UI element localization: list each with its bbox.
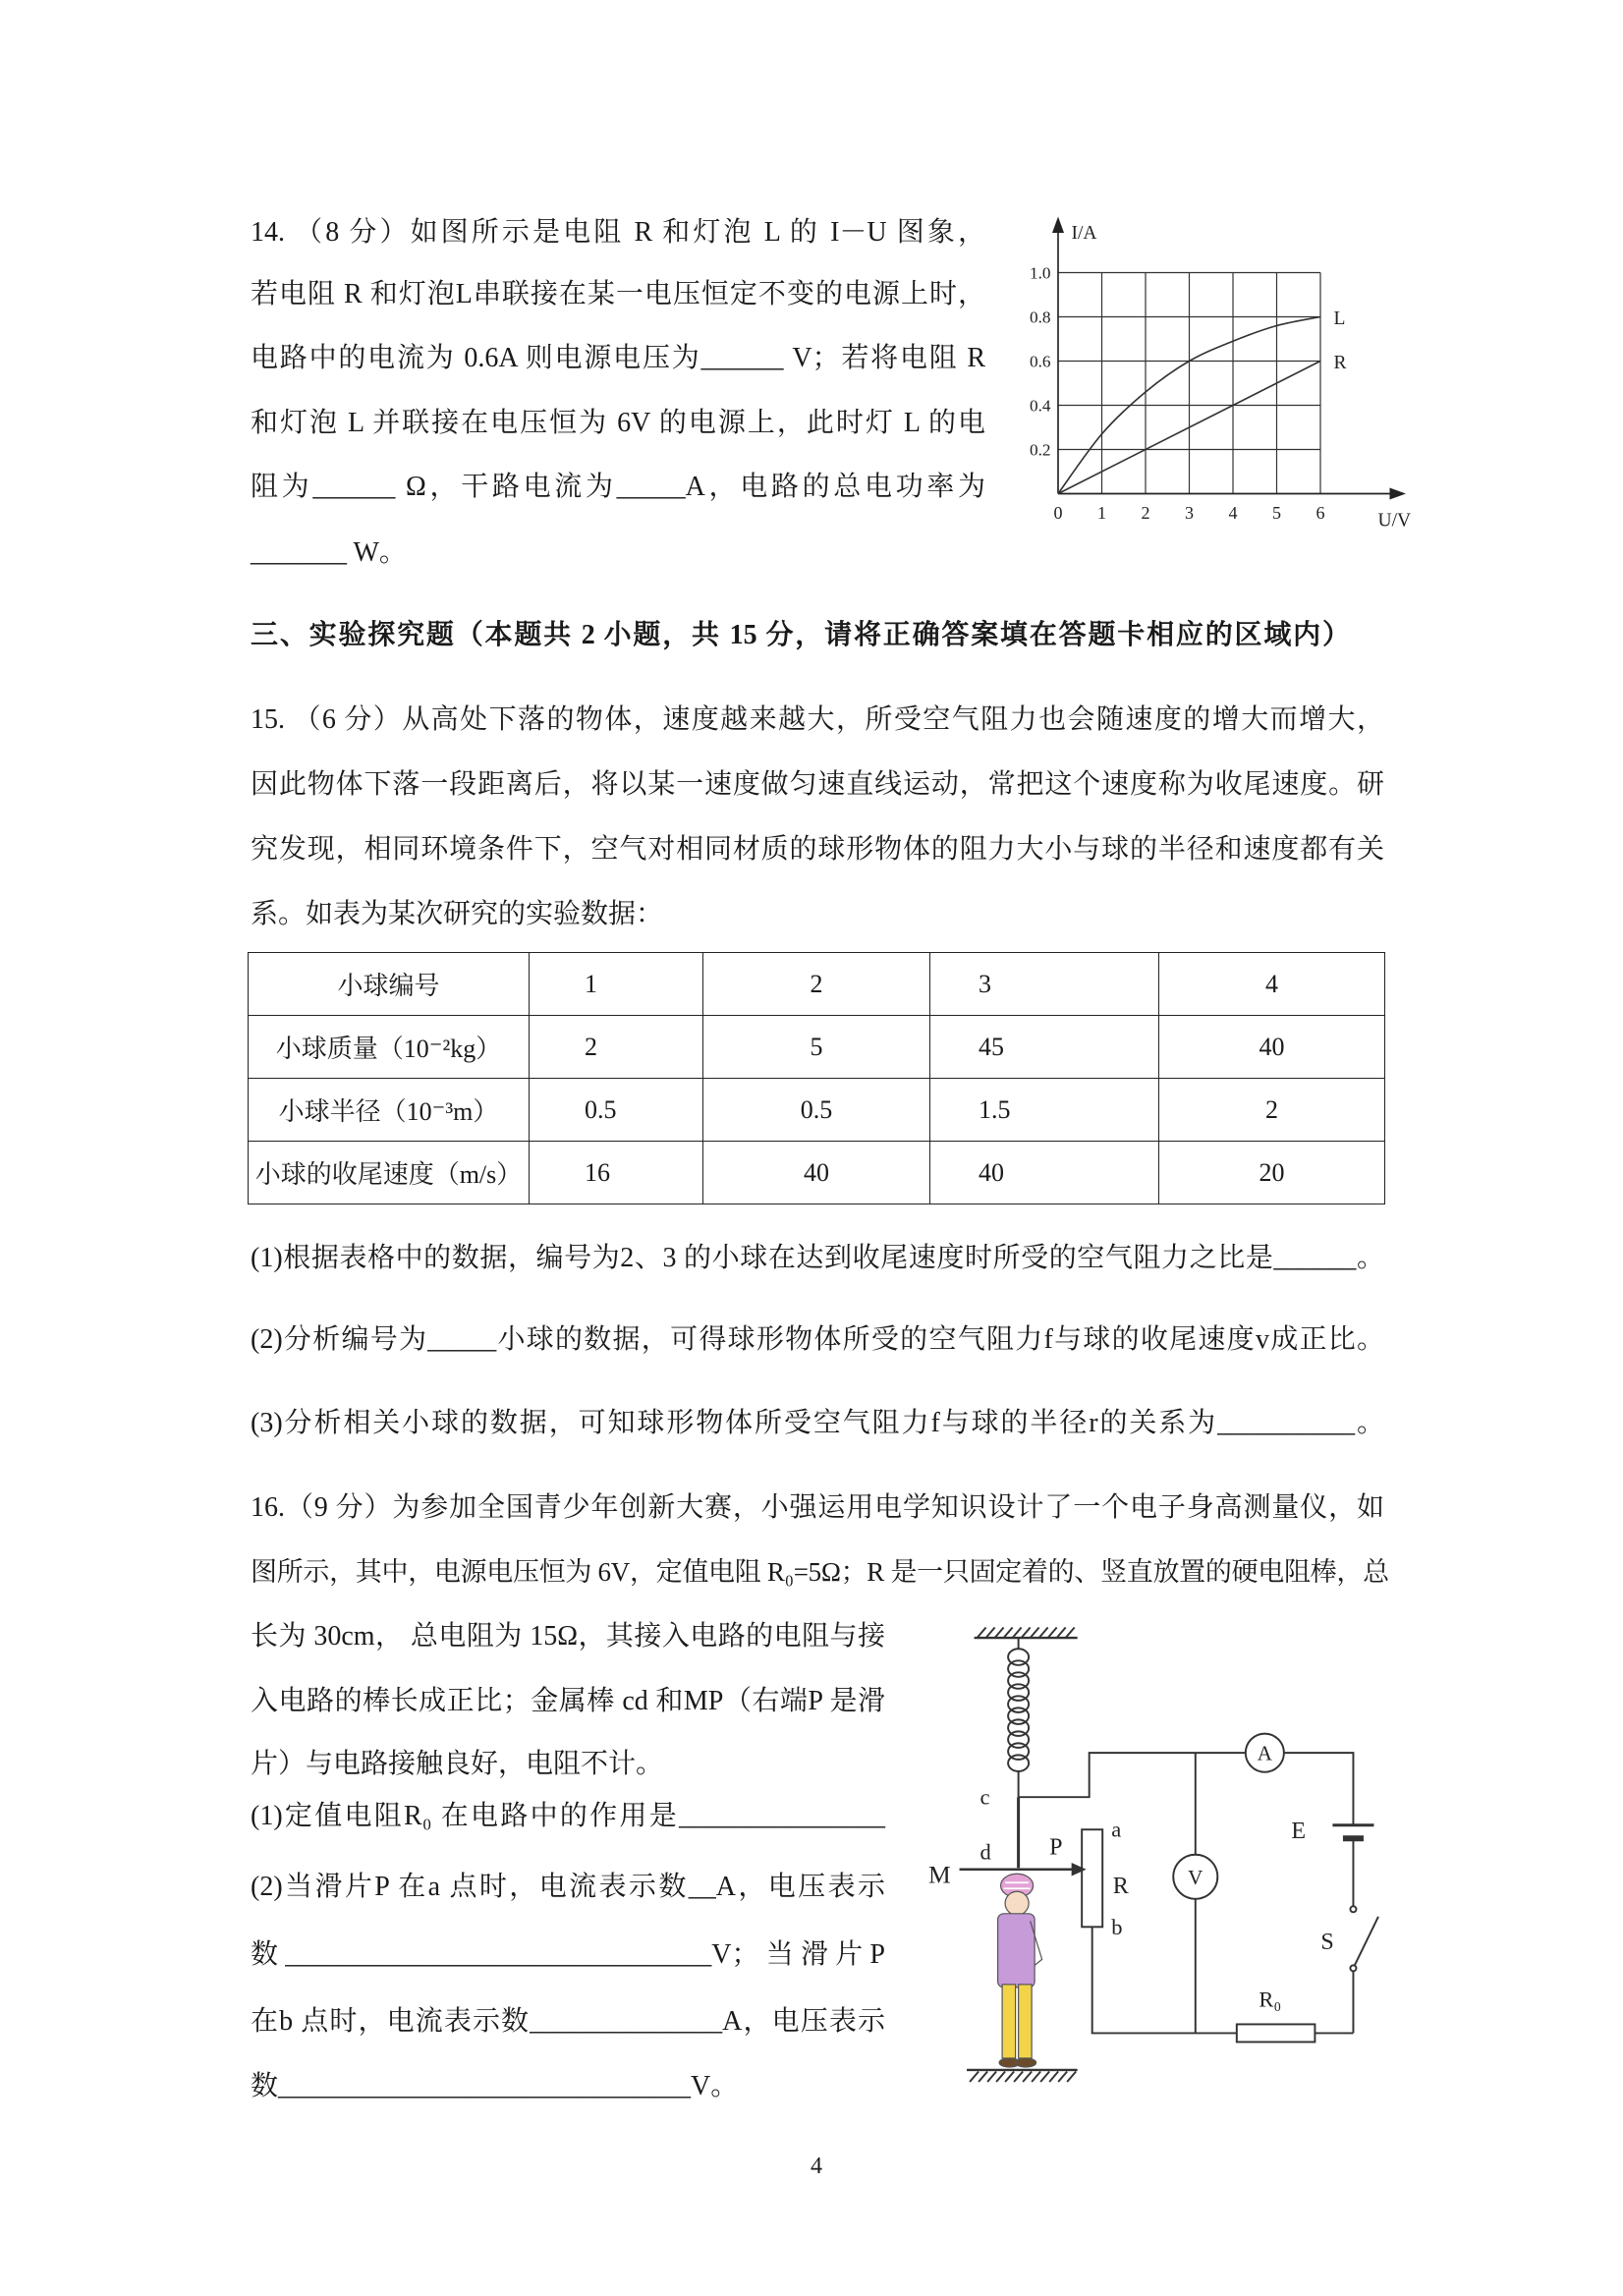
x-tick-label: 1 — [1097, 503, 1106, 523]
table-row — [249, 1079, 1385, 1142]
table-cell: 5 — [703, 1016, 930, 1079]
y-tick-label: 1.0 — [1029, 263, 1051, 283]
table-row — [249, 953, 1385, 1016]
q16-line: 片）与电路接触良好，电阻不计。 — [251, 1749, 664, 1779]
q14-line: 阻为______ Ω，干路电流为_____A，电路的总电功率为 — [251, 472, 985, 502]
voltmeter-label: V — [1188, 1865, 1203, 1889]
q15-subquestion: (2)分析编号为_____小球的数据，可得球形物体所受的空气阻力f与球的收尾速度v成正比。 — [251, 1324, 1384, 1355]
q15-line: 15. （6 分）从高处下落的物体，速度越来越大，所受空气阻力也会随速度的增大而增大， — [251, 704, 1384, 735]
series-label-r: R — [1333, 353, 1347, 373]
label-d: d — [979, 1839, 991, 1865]
fixed-resistor-r0 — [1237, 2024, 1315, 2042]
spring — [1008, 1638, 1029, 1797]
section-heading: 三、实验探究题（本题共 2 小题，共 15 分，请将正确答案填在答题卡相应的区域内） — [251, 620, 1350, 650]
label-s: S — [1320, 1929, 1334, 1955]
resistor-rod-r — [1082, 1829, 1102, 1927]
q15-line: 因此物体下落一段距离后，将以某一速度做匀速直线运动，常把这个速度称为收尾速度。研 — [251, 769, 1384, 800]
label-m: M — [928, 1860, 951, 1889]
height-meter-circuit — [914, 1611, 1405, 2102]
table-cell: 0.5 — [703, 1079, 930, 1142]
table-cell: 40 — [930, 1142, 1159, 1204]
iu-graph — [1017, 206, 1429, 545]
x-tick-label: 4 — [1228, 503, 1238, 523]
switch-symbol — [1350, 1906, 1378, 1971]
label-a: a — [1111, 1817, 1122, 1842]
x-tick-label: 3 — [1185, 503, 1194, 523]
student-figure — [998, 1874, 1042, 2067]
q15-line: 究发现，相同环境条件下，空气对相同材质的球形物体的阻力大小与球的半径和速度都有关 — [251, 834, 1384, 865]
q16-line: 长为 30cm， 总电阻为 15Ω，其接入电路的电阻与接 — [251, 1621, 885, 1652]
x-tick-label: 2 — [1141, 503, 1150, 523]
q15-line: 系。如表为某次研究的实验数据： — [251, 899, 664, 929]
series-label-l: L — [1333, 308, 1346, 329]
y-tick-label: 0.4 — [1029, 396, 1051, 416]
table-cell: 20 — [1159, 1142, 1385, 1204]
q14-line: 电路中的电流为 0.6A 则电源电压为______ V；若将电阻 R — [251, 343, 985, 373]
graph-grid — [1058, 273, 1320, 494]
table-cell: 40 — [703, 1142, 930, 1204]
y-tick-label: 0.6 — [1029, 352, 1051, 371]
table-cell: 1 — [530, 953, 703, 1016]
q16-line: 数______________________________V。 — [251, 2071, 739, 2101]
table-cell: 3 — [930, 953, 1159, 1016]
label-r: R — [1112, 1873, 1129, 1899]
wire — [1019, 1753, 1354, 1825]
q14-line: 若电阻 R 和灯泡L串联接在某一电压恒定不变的电源上时， — [251, 279, 985, 309]
label-r0: R₀ — [1259, 1987, 1282, 2012]
row-header: 小球编号 — [249, 953, 530, 1016]
page-number: 4 — [811, 2154, 822, 2179]
table-cell: 45 — [930, 1016, 1159, 1079]
label-p: P — [1049, 1834, 1063, 1861]
table-cell: 0.5 — [530, 1079, 703, 1142]
floor-support — [967, 2070, 1078, 2082]
q16-subquestion: (2)当滑片P 在a 点时，电流表示数__A，电压表示 — [251, 1872, 885, 1902]
x-axis-arrow — [1390, 488, 1407, 500]
graph-ticks — [1030, 264, 1325, 524]
wire — [1092, 1927, 1354, 2033]
x-tick-label: 6 — [1315, 503, 1325, 523]
row-header: 小球的收尾速度（m/s） — [249, 1142, 530, 1204]
row-header: 小球质量（10⁻²kg） — [249, 1016, 530, 1079]
q16-line: 16.（9 分）为参加全国青少年创新大赛，小强运用电学知识设计了一个电子身高测量仪，如 — [251, 1492, 1384, 1523]
label-e: E — [1291, 1819, 1307, 1845]
table-cell: 16 — [530, 1142, 703, 1204]
table-cell: 40 — [1159, 1016, 1385, 1079]
q16-line: 入电路的棒长成正比；金属棒 cd 和MP（右端P 是滑 — [251, 1686, 885, 1716]
q14-line: 14. （8 分）如图所示是电阻 R 和灯泡 L 的 I－U 图象， — [251, 217, 985, 248]
q14-line: _______ W。 — [251, 537, 407, 568]
q15-subquestion: (1)根据表格中的数据，编号为2、3 的小球在达到收尾速度时所受的空气阻力之比是______。 — [251, 1243, 1384, 1273]
table-cell: 1.5 — [930, 1079, 1159, 1142]
q16-line: 在b 点时，电流表示数______________A，电压表示 — [251, 2006, 885, 2037]
q16-line: 数_______________________________V；当滑片P — [251, 1939, 885, 1970]
experiment-data-table — [248, 952, 1385, 1204]
x-tick-label: 0 — [1053, 503, 1063, 523]
battery-symbol — [1332, 1825, 1373, 1839]
ceiling-support — [975, 1628, 1078, 1639]
ammeter-label: A — [1257, 1741, 1272, 1765]
x-tick-label: 5 — [1272, 503, 1281, 523]
y-axis-arrow — [1052, 217, 1064, 234]
table-cell: 2 — [1159, 1079, 1385, 1142]
q16-subquestion: (1)定值电阻R₀ 在电路中的作用是_______________ — [251, 1801, 885, 1831]
label-b: b — [1111, 1914, 1123, 1939]
table-row — [249, 1142, 1385, 1204]
x-axis-label: U/V — [1377, 510, 1412, 532]
row-header: 小球半径（10⁻³m） — [249, 1079, 530, 1142]
table-cell: 2 — [530, 1016, 703, 1079]
q14-line: 和灯泡 L 并联接在电压恒为 6V 的电源上，此时灯 L 的电 — [251, 408, 985, 438]
table-cell: 4 — [1159, 953, 1385, 1016]
table-cell: 2 — [703, 953, 930, 1016]
q16-line: 图所示，其中，电源电压恒为 6V，定值电阻 R₀=5Ω；R 是一只固定着的、竖直放置的硬电阻棒，总 — [251, 1557, 1389, 1587]
table-row — [249, 1016, 1385, 1079]
y-tick-label: 0.8 — [1029, 308, 1051, 327]
y-axis-label: I/A — [1071, 223, 1097, 245]
y-tick-label: 0.2 — [1029, 440, 1051, 460]
q15-subquestion: (3)分析相关小球的数据，可知球形物体所受空气阻力f与球的半径r的关系为__________。 — [251, 1408, 1384, 1438]
label-c: c — [979, 1784, 990, 1810]
